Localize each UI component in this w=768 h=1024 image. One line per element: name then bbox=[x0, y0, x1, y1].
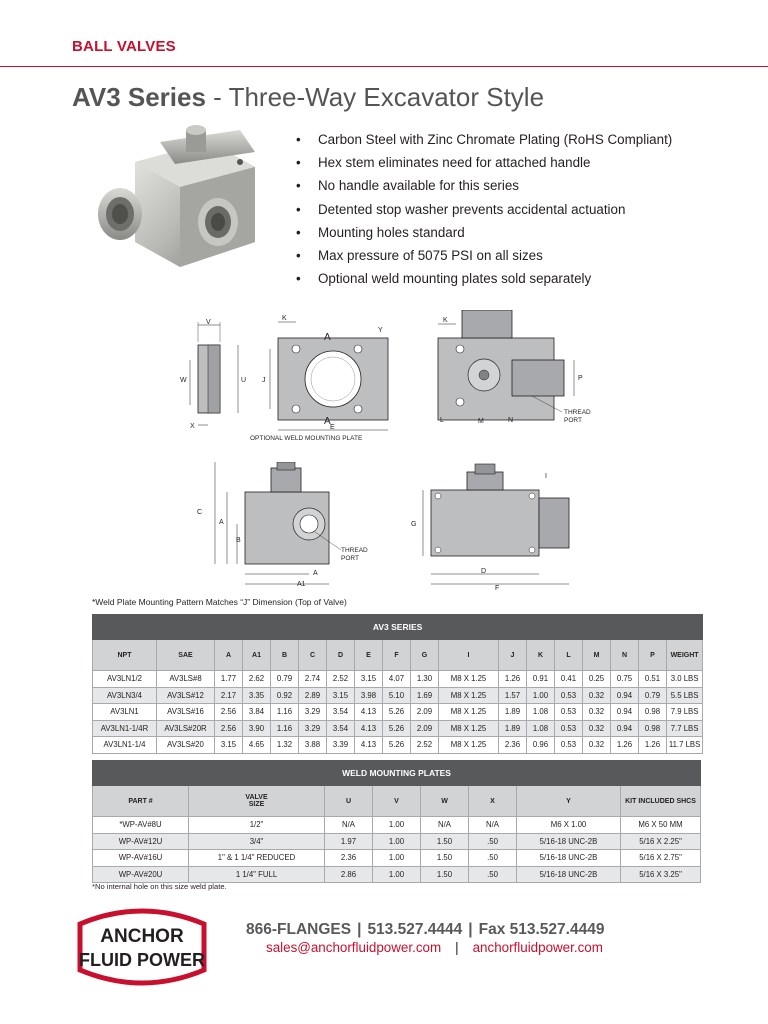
spec-table-cell: 3.29 bbox=[299, 704, 327, 721]
spec-table-cell: 1.26 bbox=[499, 671, 527, 688]
spec-table-cell: 1.26 bbox=[639, 737, 667, 754]
dim-label-y: Y bbox=[378, 327, 383, 334]
dim-label-a1: A1 bbox=[297, 581, 306, 588]
port-label-2: PORT bbox=[341, 555, 359, 562]
plate-table-cell: M6 X 50 MM bbox=[621, 817, 701, 834]
spec-table-cell: 0.79 bbox=[271, 671, 299, 688]
plate-column-header: KIT INCLUDED SHCS bbox=[621, 786, 701, 817]
spec-table-cell: 3.90 bbox=[243, 720, 271, 737]
spec-table-cell: 0.94 bbox=[611, 687, 639, 704]
spec-table-cell: 0.98 bbox=[639, 720, 667, 737]
spec-table-cell: 0.75 bbox=[611, 671, 639, 688]
spec-table-cell: 4.13 bbox=[355, 720, 383, 737]
plate-table-row bbox=[93, 817, 701, 834]
spec-table-cell: 0.51 bbox=[639, 671, 667, 688]
plate-table-cell: 3/4" bbox=[189, 833, 325, 850]
logo-line-2: FLUID POWER bbox=[79, 950, 205, 970]
spec-table-cell: 1.32 bbox=[271, 737, 299, 754]
plate-table-cell: N/A bbox=[469, 817, 517, 834]
spec-table-cell: 0.32 bbox=[583, 737, 611, 754]
spec-table-cell: AV3LS#16 bbox=[157, 704, 215, 721]
feature-item: • Mounting holes standard bbox=[296, 221, 672, 244]
plate-table-cell: 2.86 bbox=[325, 866, 373, 883]
plate-table-cell: 1.00 bbox=[373, 850, 421, 867]
plate-column-header: PART # bbox=[93, 786, 189, 817]
plate-table-header-row bbox=[93, 786, 701, 817]
plate-table-cell: .50 bbox=[469, 833, 517, 850]
spec-table-row bbox=[93, 737, 703, 754]
dim-label-f: F bbox=[495, 585, 500, 592]
spec-table-cell: 1.89 bbox=[499, 704, 527, 721]
spec-column-header: P bbox=[639, 640, 667, 671]
feature-item: • Detented stop washer prevents accidental actuation bbox=[296, 198, 672, 221]
fax-number: Fax 513.527.4449 bbox=[478, 921, 605, 938]
spec-table-cell: 2.09 bbox=[411, 720, 439, 737]
spec-table-cell: 1.08 bbox=[527, 720, 555, 737]
spec-table-cell: 3.54 bbox=[327, 704, 355, 721]
logo-line-1: ANCHOR bbox=[100, 926, 184, 947]
spec-column-header: M bbox=[583, 640, 611, 671]
dim-label-m: M bbox=[478, 418, 484, 425]
spec-table-cell: 5.5 LBS bbox=[667, 687, 703, 704]
plate-table-cell: 1.50 bbox=[421, 833, 469, 850]
title-description: - Three-Way Excavator Style bbox=[205, 82, 545, 112]
spec-table-cell: 3.35 bbox=[243, 687, 271, 704]
dim-label-i: I bbox=[545, 473, 547, 480]
spec-column-header: D bbox=[327, 640, 355, 671]
spec-column-header: G bbox=[411, 640, 439, 671]
spec-table-cell: 3.15 bbox=[215, 737, 243, 754]
spec-column-header: N bbox=[611, 640, 639, 671]
plate-table-cell: 1/2" bbox=[189, 817, 325, 834]
spec-column-header: I bbox=[439, 640, 499, 671]
valve-dimension-drawing bbox=[185, 462, 585, 594]
plate-table-cell: 1.97 bbox=[325, 833, 373, 850]
plate-table-row bbox=[93, 866, 701, 883]
section-heading: BALL VALVES bbox=[72, 38, 176, 55]
plate-column-header: VALVE SIZE bbox=[189, 786, 325, 817]
spec-table-cell: 0.91 bbox=[527, 671, 555, 688]
spec-table-cell: 0.53 bbox=[555, 687, 583, 704]
spec-table-cell: 0.98 bbox=[639, 704, 667, 721]
phone-name[interactable]: 866-FLANGES bbox=[246, 921, 352, 938]
phone-number[interactable]: 513.527.4444 bbox=[367, 921, 463, 938]
spec-table-cell: 4.13 bbox=[355, 704, 383, 721]
spec-column-header: SAE bbox=[157, 640, 215, 671]
plate-table-row bbox=[93, 850, 701, 867]
spec-table-cell: M8 X 1.25 bbox=[439, 737, 499, 754]
plate-table-cell: 5/16 X 3.25" bbox=[621, 866, 701, 883]
plate-table-cell: 2.36 bbox=[325, 850, 373, 867]
feature-list bbox=[296, 128, 672, 290]
plate-caption: OPTIONAL WELD MOUNTING PLATE bbox=[250, 435, 363, 442]
spec-table-cell: 4.13 bbox=[355, 737, 383, 754]
plate-table-cell: 1.50 bbox=[421, 850, 469, 867]
spec-table-cell: 5.26 bbox=[383, 737, 411, 754]
plate-footnote: *No internal hole on this size weld plate. bbox=[92, 882, 227, 891]
dim-label-v: V bbox=[206, 319, 211, 326]
section-label-a-top: A bbox=[324, 332, 331, 343]
dim-label-w: W bbox=[180, 377, 187, 384]
spec-table-cell: 2.09 bbox=[411, 704, 439, 721]
spec-table-cell: 1.00 bbox=[527, 687, 555, 704]
plate-table-cell: N/A bbox=[325, 817, 373, 834]
plate-table-cell: 1 1/4" FULL bbox=[189, 866, 325, 883]
spec-table-cell: 3.54 bbox=[327, 720, 355, 737]
feature-item: • Hex stem eliminates need for attached handle bbox=[296, 151, 672, 174]
weld-plate-drawing bbox=[160, 310, 600, 445]
spec-table-cell: 1.77 bbox=[215, 671, 243, 688]
dim-label-p: P bbox=[578, 375, 583, 382]
spec-table-cell: 0.53 bbox=[555, 720, 583, 737]
plate-table-cell: WP-AV#16U bbox=[93, 850, 189, 867]
spec-table-body bbox=[93, 671, 703, 754]
spec-table-cell: 0.32 bbox=[583, 720, 611, 737]
dim-label-n: N bbox=[508, 417, 514, 424]
dim-label-a-side: A bbox=[219, 519, 224, 526]
spec-table-cell: 11.7 LBS bbox=[667, 737, 703, 754]
spec-table-cell: 3.0 LBS bbox=[667, 671, 703, 688]
spec-table-title: AV3 SERIES bbox=[93, 615, 703, 640]
spec-table-cell: 1.30 bbox=[411, 671, 439, 688]
dim-label-k-valve: K bbox=[443, 317, 448, 324]
plate-table-cell: 1.00 bbox=[373, 833, 421, 850]
spec-table-cell: M8 X 1.25 bbox=[439, 687, 499, 704]
spec-table-cell: 2.62 bbox=[243, 671, 271, 688]
spec-table-cell: 0.41 bbox=[555, 671, 583, 688]
plate-table-cell: 5/16 X 2.75" bbox=[621, 850, 701, 867]
spec-table-cell: 2.36 bbox=[499, 737, 527, 754]
links-line: sales@anchorfluidpower.com | anchorfluidpower.com bbox=[266, 940, 603, 955]
feature-item: • No handle available for this series bbox=[296, 174, 672, 197]
thread-label-2: THREAD bbox=[341, 547, 368, 554]
spec-table-cell: AV3LN3/4 bbox=[93, 687, 157, 704]
spec-table-header-row bbox=[93, 640, 703, 671]
dim-label-e: E bbox=[330, 424, 335, 431]
spec-table-cell: AV3LN1-1/4R bbox=[93, 720, 157, 737]
spec-table-cell: 0.53 bbox=[555, 737, 583, 754]
spec-table-cell: 0.94 bbox=[611, 704, 639, 721]
spec-table-cell: 0.25 bbox=[583, 671, 611, 688]
dim-label-k: K bbox=[282, 315, 287, 322]
spec-table-cell: 2.17 bbox=[215, 687, 243, 704]
spec-table-row bbox=[93, 671, 703, 688]
plate-table-row bbox=[93, 833, 701, 850]
dim-label-b: B bbox=[236, 537, 241, 544]
spec-table-cell: 7.9 LBS bbox=[667, 704, 703, 721]
weld-plate-footnote: *Weld Plate Mounting Pattern Matches “J” Dimension (Top of Valve) bbox=[92, 597, 347, 607]
plate-table-cell: .50 bbox=[469, 866, 517, 883]
plate-table-cell: 1.00 bbox=[373, 866, 421, 883]
spec-table-cell: 0.96 bbox=[527, 737, 555, 754]
dim-label-d: D bbox=[481, 568, 487, 575]
spec-table-cell: 3.15 bbox=[327, 687, 355, 704]
spec-table-cell: 3.15 bbox=[355, 671, 383, 688]
feature-item: • Optional weld mounting plates sold separately bbox=[296, 267, 672, 290]
spec-table-cell: 4.07 bbox=[383, 671, 411, 688]
spec-table-cell: 2.56 bbox=[215, 720, 243, 737]
spec-column-header: L bbox=[555, 640, 583, 671]
spec-table-cell: 2.52 bbox=[411, 737, 439, 754]
plate-table-title: WELD MOUNTING PLATES bbox=[93, 761, 701, 786]
spec-table-cell: 0.32 bbox=[583, 704, 611, 721]
anchor-fluid-power-logo bbox=[72, 904, 212, 990]
plate-table-cell: 1" & 1 1/4" REDUCED bbox=[189, 850, 325, 867]
plate-column-header: Y bbox=[517, 786, 621, 817]
feature-item: • Max pressure of 5075 PSI on all sizes bbox=[296, 244, 672, 267]
plate-table-cell: 5/16-18 UNC-2B bbox=[517, 833, 621, 850]
dim-label-c: C bbox=[197, 509, 203, 516]
dim-label-j: J bbox=[262, 377, 266, 384]
section-label-a-bottom: A bbox=[324, 416, 331, 427]
spec-column-header: B bbox=[271, 640, 299, 671]
spec-column-header: A1 bbox=[243, 640, 271, 671]
spec-table-cell: 1.26 bbox=[611, 737, 639, 754]
plate-table-cell: 5/16-18 UNC-2B bbox=[517, 850, 621, 867]
spec-table-row bbox=[93, 720, 703, 737]
spec-table-cell: 0.79 bbox=[639, 687, 667, 704]
plate-table-cell: WP-AV#20U bbox=[93, 866, 189, 883]
spec-table-cell: AV3LN1 bbox=[93, 704, 157, 721]
plate-column-header: U bbox=[325, 786, 373, 817]
plate-table-cell: N/A bbox=[421, 817, 469, 834]
spec-column-header: C bbox=[299, 640, 327, 671]
plate-table-cell: 1.00 bbox=[373, 817, 421, 834]
spec-table-cell: 3.98 bbox=[355, 687, 383, 704]
spec-table-cell: 2.89 bbox=[299, 687, 327, 704]
plate-table-cell: M6 X 1.00 bbox=[517, 817, 621, 834]
spec-column-header: J bbox=[499, 640, 527, 671]
spec-table-cell: AV3LN1/2 bbox=[93, 671, 157, 688]
thread-label: THREAD bbox=[564, 409, 591, 416]
spec-column-header: K bbox=[527, 640, 555, 671]
spec-table-cell: AV3LN1-1/4 bbox=[93, 737, 157, 754]
spec-table-cell: 5.26 bbox=[383, 704, 411, 721]
spec-table-cell: 7.7 LBS bbox=[667, 720, 703, 737]
spec-table-cell: 0.32 bbox=[583, 687, 611, 704]
spec-table-cell: 0.92 bbox=[271, 687, 299, 704]
spec-table-cell: 3.39 bbox=[327, 737, 355, 754]
plate-table-body bbox=[93, 817, 701, 883]
spec-table-cell: 2.56 bbox=[215, 704, 243, 721]
dim-label-l: L bbox=[440, 417, 444, 424]
spec-table-cell: AV3LS#8 bbox=[157, 671, 215, 688]
dim-label-a-bottom: A bbox=[313, 570, 318, 577]
spec-table-cell: 5.26 bbox=[383, 720, 411, 737]
spec-table-cell: 0.53 bbox=[555, 704, 583, 721]
dim-label-g: G bbox=[411, 521, 417, 528]
spec-table-cell: AV3LS#20R bbox=[157, 720, 215, 737]
spec-table-cell: M8 X 1.25 bbox=[439, 671, 499, 688]
spec-table-cell: 5.10 bbox=[383, 687, 411, 704]
spec-table-cell: 1.16 bbox=[271, 720, 299, 737]
page-title bbox=[72, 82, 544, 113]
title-series: AV3 Series bbox=[72, 82, 206, 112]
feature-item: • Carbon Steel with Zinc Chromate Plating (RoHS Compliant) bbox=[296, 128, 672, 151]
spec-column-header: A bbox=[215, 640, 243, 671]
spec-table-row bbox=[93, 687, 703, 704]
email-link[interactable]: sales@anchorfluidpower.com bbox=[266, 940, 442, 955]
spec-table-cell: 1.16 bbox=[271, 704, 299, 721]
plate-table-cell: WP-AV#12U bbox=[93, 833, 189, 850]
plate-column-header: X bbox=[469, 786, 517, 817]
dim-label-x: X bbox=[190, 423, 195, 430]
spec-table-cell: 1.89 bbox=[499, 720, 527, 737]
plate-table-cell: .50 bbox=[469, 850, 517, 867]
spec-table-cell: M8 X 1.25 bbox=[439, 704, 499, 721]
spec-table-cell: 4.65 bbox=[243, 737, 271, 754]
spec-table bbox=[92, 614, 703, 754]
plate-table bbox=[92, 760, 701, 883]
spec-table-row bbox=[93, 704, 703, 721]
contact-line: 866-FLANGES | 513.527.4444 | Fax 513.527.4449 bbox=[246, 921, 605, 938]
spec-table-cell: AV3LS#12 bbox=[157, 687, 215, 704]
port-label: PORT bbox=[564, 417, 582, 424]
spec-table-cell: 1.57 bbox=[499, 687, 527, 704]
spec-table-cell: 2.52 bbox=[327, 671, 355, 688]
spec-table-cell: M8 X 1.25 bbox=[439, 720, 499, 737]
plate-table-cell: *WP-AV#8U bbox=[93, 817, 189, 834]
valve-product-photo bbox=[90, 122, 280, 282]
spec-table-cell: 1.08 bbox=[527, 704, 555, 721]
plate-column-header: W bbox=[421, 786, 469, 817]
spec-table-cell: AV3LS#20 bbox=[157, 737, 215, 754]
spec-table-cell: 0.94 bbox=[611, 720, 639, 737]
spec-table-cell: 3.88 bbox=[299, 737, 327, 754]
spec-table-cell: 1.69 bbox=[411, 687, 439, 704]
spec-table-cell: 3.29 bbox=[299, 720, 327, 737]
plate-column-header: V bbox=[373, 786, 421, 817]
spec-table-cell: 3.84 bbox=[243, 704, 271, 721]
spec-column-header: WEIGHT bbox=[667, 640, 703, 671]
website-link[interactable]: anchorfluidpower.com bbox=[472, 940, 603, 955]
spec-column-header: F bbox=[383, 640, 411, 671]
header-divider bbox=[0, 66, 768, 67]
spec-column-header: E bbox=[355, 640, 383, 671]
dim-label-u: U bbox=[241, 377, 247, 384]
plate-table-cell: 5/16 X 2.25" bbox=[621, 833, 701, 850]
plate-table-cell: 1.50 bbox=[421, 866, 469, 883]
plate-table-cell: 5/16-18 UNC-2B bbox=[517, 866, 621, 883]
spec-table-cell: 2.74 bbox=[299, 671, 327, 688]
spec-column-header: NPT bbox=[93, 640, 157, 671]
